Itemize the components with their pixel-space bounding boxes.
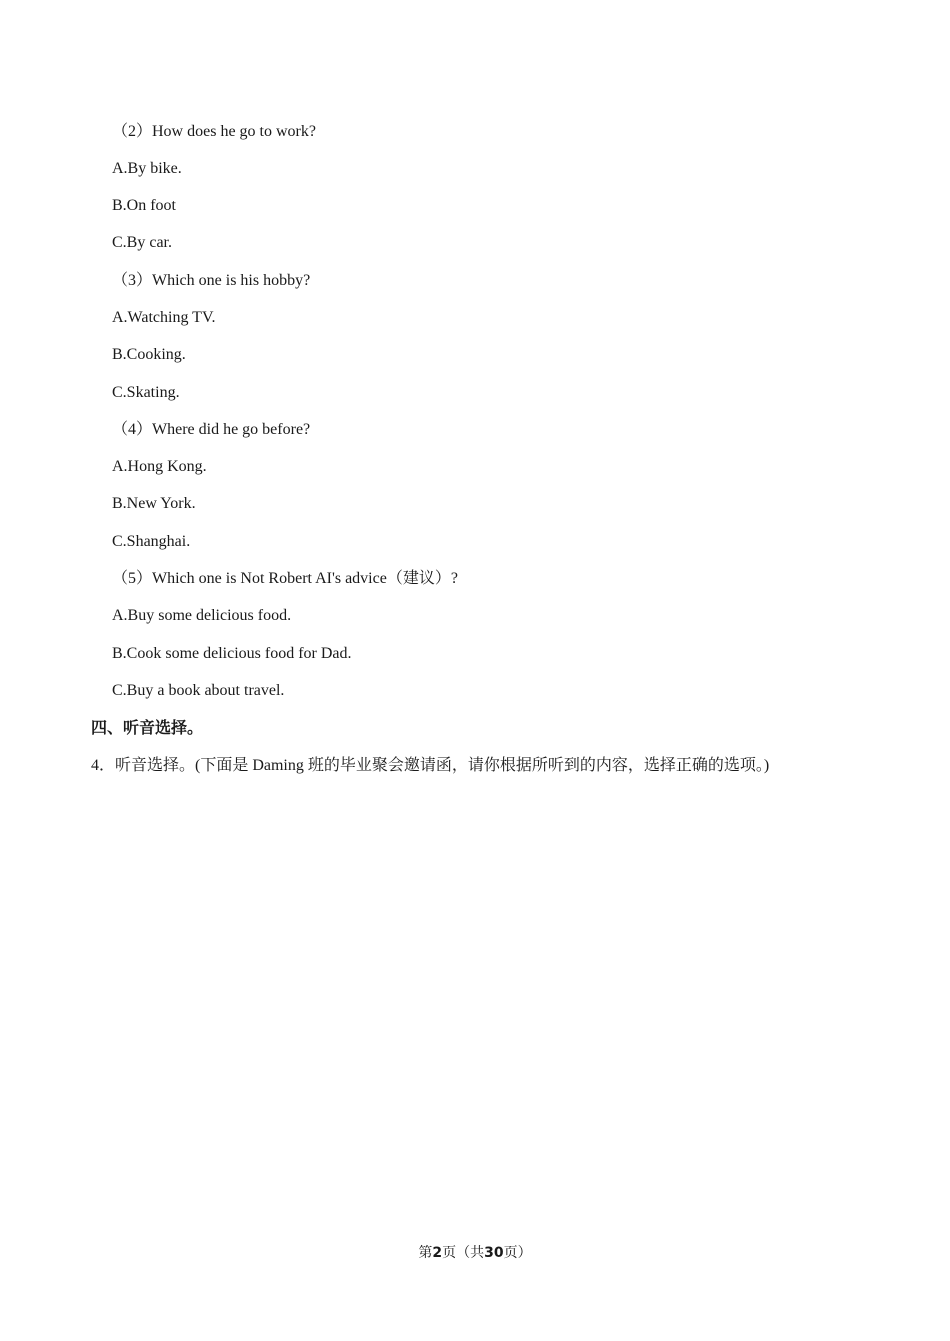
footer-suffix: 页） bbox=[503, 1245, 532, 1261]
question-3-option-b: B.Cooking. bbox=[112, 346, 186, 363]
footer-middle: 页（共 bbox=[442, 1245, 485, 1261]
question-5-option-a: A.Buy some delicious food. bbox=[112, 607, 292, 624]
question-5-option-c: C.Buy a book about travel. bbox=[112, 682, 285, 699]
question-5-option-b: B.Cook some delicious food for Dad. bbox=[112, 645, 352, 662]
question-4-option-c: C.Shanghai. bbox=[112, 533, 191, 550]
question-3-option-a: A.Watching TV. bbox=[112, 309, 216, 326]
question-2-option-a: A.By bike. bbox=[112, 160, 182, 177]
question-2-option-b: B.On foot bbox=[112, 197, 176, 214]
question-3-prompt: （3）Which one is his hobby? bbox=[112, 272, 311, 289]
question-3-option-c: C.Skating. bbox=[112, 384, 180, 401]
footer-page-number: 2 bbox=[432, 1245, 443, 1261]
question-4-option-b: B.New York. bbox=[112, 495, 196, 512]
question-2-option-c: C.By car. bbox=[112, 234, 172, 251]
question-2-prompt: （2）How does he go to work? bbox=[112, 123, 316, 140]
question-5-prompt: （5）Which one is Not Robert AI's advice（建议）? bbox=[112, 570, 458, 587]
section-heading: 四、听音选择。 bbox=[91, 718, 204, 737]
question-4-prompt: （4）Where did he go before? bbox=[112, 421, 311, 438]
question-4-option-a: A.Hong Kong. bbox=[112, 458, 207, 475]
item-4-instruction: 4．听音选择。(下面是 Daming 班的毕业聚会邀请函，请你根据所听到的内容，选择正确的选项。) bbox=[91, 757, 770, 774]
footer-prefix: 第 bbox=[418, 1245, 433, 1261]
footer-total-pages: 30 bbox=[484, 1245, 504, 1261]
page-footer bbox=[0, 1244, 950, 1262]
